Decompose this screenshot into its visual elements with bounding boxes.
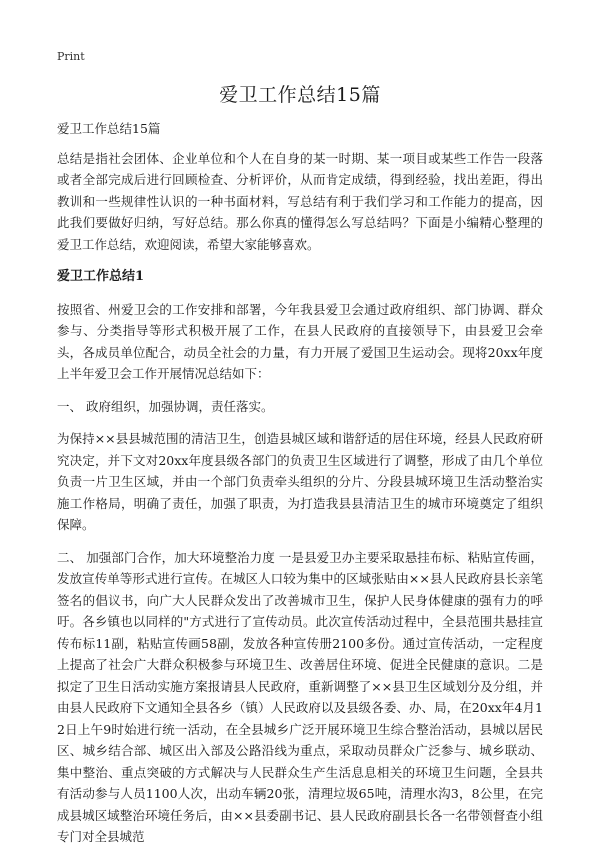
paragraph-1: 按照省、州爱卫会的工作安排和部署，今年我县爱卫会通过政府组织、部门协调、群众参与、分类指导等形式积极开展了工作，在县人民政府的直接领导下，由县爱卫会牵头，各成员单位配合，动员全社会的力量，有力开展了爱国卫生运动会。现将20xx年度上半年爱卫会工作开展情况总结如下：	[57, 301, 543, 381]
section-heading: 爱卫工作总结1	[57, 269, 145, 284]
paragraph-3: 二、 加强部门合作，加大环境整治力度 一是县爱卫办主要采取悬挂布标、粘贴宣传画，发放宣传单等形式进行宣传。在城区人口较为集中的区域张贴由××县人民政府县长亲笔签名的倡议书，向广大人民群众发出了改善城市卫生，保护人民身体健康的强有力的呼吁。各乡镇也以同样的"方式进行了宣传动员。此次宣传活动过程中，全县范围共悬挂宣传布标11副，粘贴宣传画58副，发放各种宣传册2100多份。通过宣传活动，一定程度上提高了社会广大群众积极参与环境卫生、改善居住环境、促进全民健康的意识。二是拟定了卫生日活动实施方案报请县人民政府，重新调整了××县卫生区域划分及分组，并由县人民政府下文通知全县各乡（镇）人民政府以及县级各委、办、局，在20xx年4月12日上午9时始进行统一活动，在全县城乡广泛开展环境卫生综合整治活动，县城以居民区、城乡结合部、城区出入部及公路沿线为重点，采取动员群众广泛参与、城乡联动、集中整治、重点突破的方式解决与人民群众生产生活息息相关的环境卫生问题，全县共有活动参与人员1100人次，出动车辆20张，清理垃圾65吨，清理水沟3，8公里，在完成县城区域整治环境任务后，由××县委副书记、县人民政府副县长各一名带领督查小组专门对全县城范	[57, 549, 543, 844]
paragraph-2: 为保持××县县城范围的清洁卫生，创造县城区域和谐舒适的居住环境，经县人民政府研究决定，并下文对20xx年度县级各部门的负责卫生区域进行了调整，形成了由几个单位负责一片卫生区域，并由一个部门负责牵头组织的分片、分段县城环境卫生活动整治实施工作格局，明确了责任，加强了职责，为打造我县县清洁卫生的城市环境奠定了组织保障。	[57, 431, 543, 532]
document-subtitle: 爱卫工作总结15篇	[57, 121, 161, 136]
point-heading-1: 一、 政府组织，加强协调，责任落实。	[57, 398, 274, 414]
print-label: Print	[57, 50, 85, 63]
document-title: 爱卫工作总结15篇	[219, 84, 381, 106]
intro-paragraph: 总结是指社会团体、企业单位和个人在自身的某一时期、某一项目或某些工作告一段落或者全部完成后进行回顾检查、分析评价，从而肯定成绩，得到经验，找出差距，得出教训和一些规律性认识的一种书面材料，写总结有利于我们学习和工作能力的提高，因此我们要做好归纳，写好总结。那么你真的懂得怎么写总结吗？下面是小编精心整理的爱卫工作总结，欢迎阅读，希望大家能够喜欢。	[57, 150, 543, 252]
document-body	[57, 118, 543, 859]
